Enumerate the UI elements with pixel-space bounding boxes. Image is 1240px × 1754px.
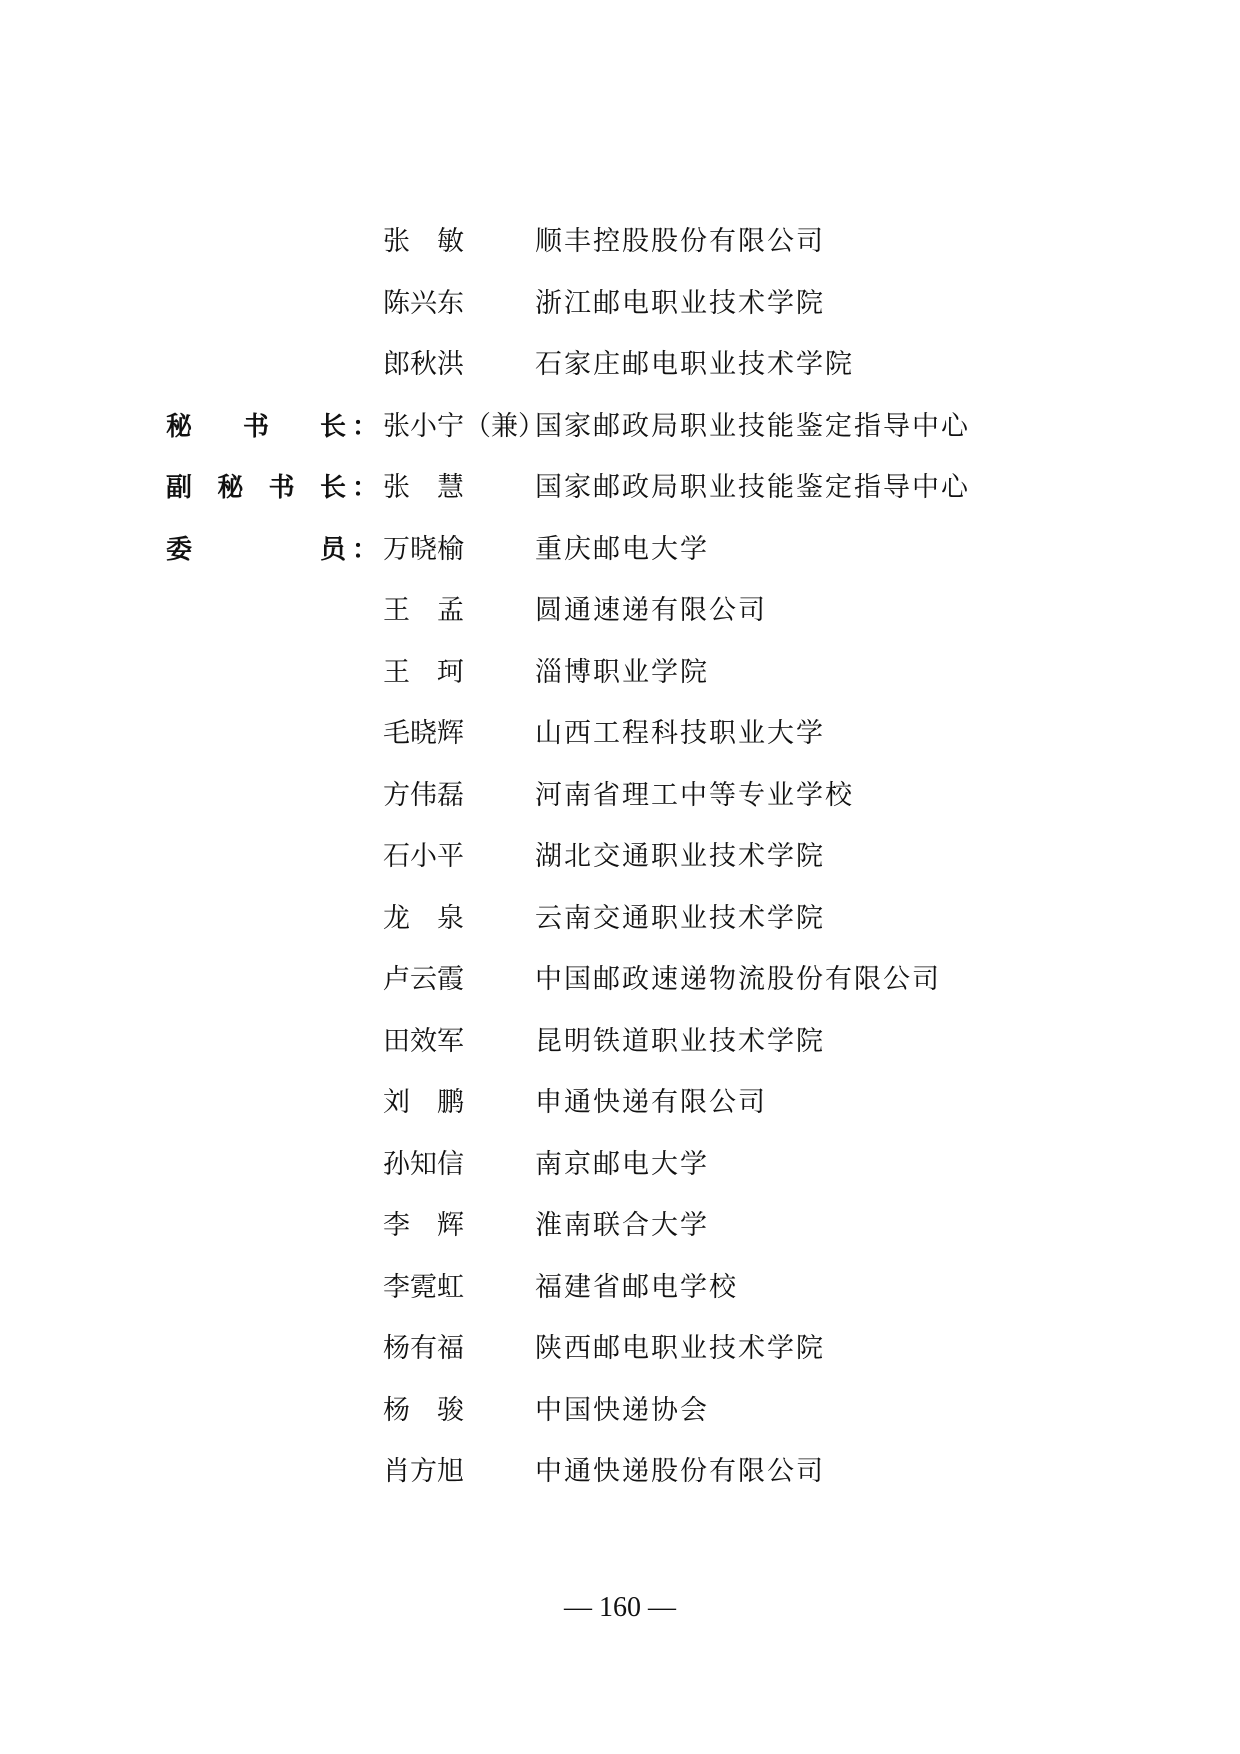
member-name: 万晓榆: [383, 533, 464, 565]
member-row: [0, 409, 1240, 471]
member-row: [0, 655, 1240, 717]
member-name: 卢云霞: [383, 964, 464, 995]
member-name: 张 敏: [383, 226, 464, 257]
role-label: 秘 书 长: [166, 411, 346, 442]
member-row: [0, 532, 1240, 594]
member-organization: 重庆邮电大学: [535, 533, 709, 565]
member-organization: 陕西邮电职业技术学院: [535, 1333, 825, 1364]
member-row: [0, 286, 1240, 348]
member-row: [0, 1393, 1240, 1455]
member-row: [0, 347, 1240, 409]
member-organization: 南京邮电大学: [535, 1148, 709, 1180]
role-colon: ：: [352, 534, 379, 565]
member-name: 王 珂: [383, 656, 464, 688]
member-row: [0, 1454, 1240, 1516]
member-organization: 湖北交通职业技术学院: [535, 841, 825, 872]
member-organization: 中国邮政速递物流股份有限公司: [535, 964, 941, 995]
member-organization: 云南交通职业技术学院: [535, 902, 825, 934]
member-name: 肖方旭: [383, 1456, 464, 1487]
member-organization: 山西工程科技职业大学: [535, 718, 825, 749]
member-name: 郎秋洪: [383, 349, 464, 380]
member-row: [0, 470, 1240, 532]
member-name: 毛晓辉: [383, 718, 464, 749]
member-organization: 中通快递股份有限公司: [535, 1456, 825, 1487]
role-colon: ：: [352, 411, 379, 442]
member-organization: 中国快递协会: [535, 1394, 709, 1426]
member-row: [0, 1270, 1240, 1332]
role-label: 副 秘 书 长: [166, 473, 346, 503]
member-name: 张小宁（兼）: [383, 410, 545, 442]
page-number: — 160 —: [564, 1592, 676, 1623]
member-row: [0, 1331, 1240, 1393]
member-organization: 顺丰控股股份有限公司: [535, 226, 825, 257]
member-row: [0, 901, 1240, 963]
member-name: 王 孟: [383, 595, 464, 626]
member-list: [0, 224, 1240, 1516]
member-name: 李 辉: [383, 1210, 464, 1241]
role-colon: ：: [352, 473, 379, 503]
member-organization: 浙江邮电职业技术学院: [535, 287, 825, 319]
member-name: 杨有福: [383, 1333, 464, 1364]
member-row: [0, 593, 1240, 655]
member-row: [0, 962, 1240, 1024]
member-organization: 国家邮政局职业技能鉴定指导中心: [535, 472, 970, 503]
member-name: 刘 鹏: [383, 1087, 464, 1118]
member-name: 龙 泉: [383, 902, 464, 934]
member-name: 石小平: [383, 841, 464, 872]
member-name: 杨 骏: [383, 1394, 464, 1426]
member-organization: 国家邮政局职业技能鉴定指导中心: [535, 410, 970, 442]
member-row: [0, 839, 1240, 901]
member-organization: 申通快递有限公司: [535, 1087, 767, 1118]
member-organization: 河南省理工中等专业学校: [535, 779, 854, 811]
member-row: [0, 778, 1240, 840]
member-organization: 淮南联合大学: [535, 1210, 709, 1241]
member-row: [0, 1024, 1240, 1086]
member-organization: 昆明铁道职业技术学院: [535, 1025, 825, 1057]
member-row: [0, 1208, 1240, 1270]
role-label: 委 员: [166, 534, 346, 565]
member-organization: 福建省邮电学校: [535, 1271, 738, 1303]
member-row: [0, 716, 1240, 778]
member-organization: 圆通速递有限公司: [535, 595, 767, 626]
member-organization: 石家庄邮电职业技术学院: [535, 349, 854, 380]
member-name: 方伟磊: [383, 779, 464, 811]
member-name: 陈兴东: [383, 287, 464, 319]
member-row: [0, 1085, 1240, 1147]
member-organization: 淄博职业学院: [535, 656, 709, 688]
member-name: 张 慧: [383, 472, 464, 503]
member-row: [0, 224, 1240, 286]
member-row: [0, 1147, 1240, 1209]
member-name: 田效军: [383, 1025, 464, 1057]
member-name: 孙知信: [383, 1148, 464, 1180]
member-name: 李霓虹: [383, 1271, 464, 1303]
